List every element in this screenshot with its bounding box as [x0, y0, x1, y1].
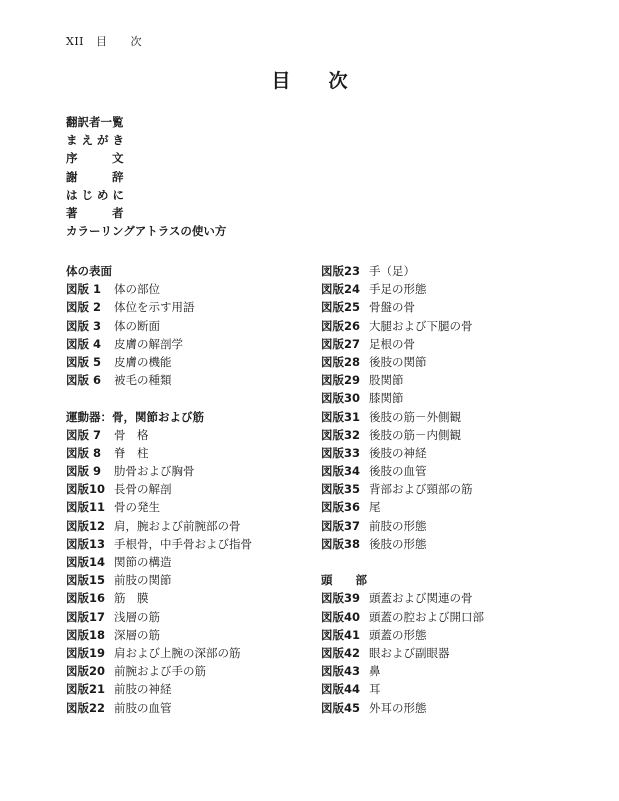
toc-entry[interactable] [66, 371, 252, 389]
toc-entry[interactable] [66, 298, 252, 316]
toc-entry[interactable] [321, 517, 484, 535]
toc-entry[interactable] [321, 298, 484, 316]
plate-number: 図版21 [66, 682, 106, 697]
plate-number: 図版44 [321, 682, 361, 697]
plate-number: 図版15 [66, 573, 106, 588]
plate-number: 図版22 [66, 700, 106, 715]
plate-title: 手根骨，中手骨および指骨 [114, 536, 252, 551]
running-head [66, 33, 142, 49]
plate-number: 図版 3 [66, 318, 102, 333]
plate-number: 図版40 [321, 609, 361, 624]
toc-entry[interactable] [66, 571, 252, 589]
plate-number: 図版20 [66, 664, 106, 679]
plate-number: 図版27 [321, 336, 361, 351]
plate-number: 図版42 [321, 645, 361, 660]
plate-number: 図版13 [66, 536, 106, 551]
plate-number: 図版 7 [66, 427, 102, 442]
plate-title: 股関節 [369, 373, 404, 388]
plate-title: 後肢の筋－内側観 [369, 427, 461, 442]
plate-number: 図版43 [321, 664, 361, 679]
toc-entry[interactable] [321, 644, 484, 662]
plate-number: 図版34 [321, 464, 361, 479]
toc-entry[interactable] [321, 444, 484, 462]
plate-title: 脊 柱 [114, 445, 149, 460]
plate-title: 後肢の関節 [369, 354, 427, 369]
plate-title: 鼻 [369, 664, 381, 679]
toc-entry[interactable] [66, 680, 252, 698]
plate-number: 図版 4 [66, 336, 102, 351]
plate-title: 肩，腕および前腕部の骨 [114, 518, 241, 533]
plate-number: 図版31 [321, 409, 361, 424]
plate-number: 図版28 [321, 354, 361, 369]
plate-number: 図版33 [321, 445, 361, 460]
page-number: XII [66, 35, 85, 48]
plate-title: 大腿および下腿の骨 [369, 318, 473, 333]
toc-entry[interactable] [66, 644, 252, 662]
toc-entry[interactable] [321, 680, 484, 698]
toc-entry[interactable] [321, 317, 484, 335]
toc-entry[interactable] [66, 517, 252, 535]
toc-entry[interactable] [66, 353, 252, 371]
toc-entry[interactable] [66, 462, 252, 480]
toc-entry[interactable] [321, 535, 484, 553]
plate-title: 前腕および手の筋 [114, 664, 206, 679]
toc-entry[interactable] [321, 262, 484, 280]
plate-title: 後肢の筋－外側観 [369, 409, 461, 424]
front-matter-item[interactable]: 翻訳者一覧 [66, 115, 124, 129]
running-head-text: 目 次 [96, 35, 143, 48]
plate-title: 骨盤の骨 [369, 300, 415, 315]
front-matter-item[interactable]: 序 文 [66, 151, 124, 166]
section-heading: 運動器：骨，関節および筋 [66, 409, 204, 424]
toc-entry[interactable] [66, 444, 252, 462]
toc-entry[interactable] [66, 553, 252, 571]
section-spacer [66, 389, 252, 407]
plate-title: 肩および上腕の深部の筋 [114, 645, 241, 660]
plate-title: 前肢の関節 [114, 573, 172, 588]
plate-title: 眼および副眼器 [369, 645, 450, 660]
plate-number: 図版14 [66, 555, 106, 569]
plate-number: 図版 9 [66, 464, 102, 479]
toc-entry[interactable] [66, 426, 252, 444]
toc-entry[interactable] [321, 408, 484, 426]
plate-number: 図版39 [321, 591, 361, 606]
plate-title: 肋骨および胸骨 [114, 464, 195, 479]
front-matter-item[interactable]: 著 者 [66, 205, 124, 220]
toc-entry[interactable] [66, 535, 252, 553]
plate-number: 図版10 [66, 482, 106, 497]
plate-number: 図版35 [321, 482, 361, 497]
plate-title: 長骨の解剖 [114, 482, 172, 497]
toc-entry[interactable] [66, 280, 252, 298]
plate-title: 体位を示す用語 [114, 300, 195, 315]
plate-title: 皮膚の機能 [114, 354, 172, 369]
toc-entry[interactable] [321, 462, 484, 480]
front-matter-item[interactable]: は じ め に [66, 187, 125, 202]
plate-number: 図版23 [321, 264, 361, 278]
plate-title: 骨 格 [114, 427, 149, 442]
toc-entry[interactable] [321, 280, 484, 298]
toc-entry[interactable] [321, 426, 484, 444]
plate-title: 深層の筋 [114, 627, 160, 642]
plate-number: 図版41 [321, 627, 361, 642]
toc-entry[interactable] [66, 589, 252, 607]
plate-number: 図版38 [321, 536, 361, 551]
plate-title: 頭蓋の腔および開口部 [369, 609, 484, 624]
toc-entry[interactable] [66, 480, 252, 498]
plate-number: 図版12 [66, 518, 106, 533]
plate-title: 体の部位 [114, 282, 160, 297]
toc-entry[interactable] [321, 389, 484, 407]
plate-title: 被毛の種類 [114, 373, 172, 388]
plate-title: 背部および頸部の筋 [369, 482, 473, 497]
plate-title: 後肢の血管 [369, 464, 427, 479]
plate-title: 前肢の形態 [369, 518, 427, 533]
front-matter-item[interactable]: ま え が き [66, 133, 125, 148]
plate-number: 図版 8 [66, 445, 102, 460]
toc-left-column [66, 262, 252, 717]
front-matter-item[interactable]: カラーリングアトラスの使い方 [66, 224, 227, 239]
plate-number: 図版25 [321, 300, 361, 315]
toc-entry[interactable] [66, 699, 252, 717]
plate-number: 図版 6 [66, 373, 102, 388]
plate-number: 図版17 [66, 609, 106, 624]
toc-entry[interactable] [321, 480, 484, 498]
toc-entry[interactable] [321, 699, 484, 717]
plate-number: 図版32 [321, 427, 361, 442]
plate-number: 図版18 [66, 627, 106, 642]
plate-number: 図版36 [321, 500, 361, 515]
plate-number: 図版11 [66, 500, 106, 515]
plate-title: 頭蓋および関連の骨 [369, 591, 473, 606]
toc-entry[interactable] [66, 662, 252, 680]
plate-number: 図版29 [321, 373, 361, 388]
section-spacer [321, 553, 484, 571]
plate-title: 膝関節 [369, 391, 404, 406]
plate-title: 尾 [369, 500, 381, 515]
plate-title: 前肢の血管 [114, 700, 172, 715]
plate-number: 図版45 [321, 700, 361, 715]
plate-number: 図版16 [66, 591, 106, 606]
plate-number: 図版30 [321, 391, 361, 406]
toc-entry[interactable] [66, 317, 252, 335]
plate-title: 手足の形態 [369, 282, 427, 297]
toc-entry[interactable] [321, 498, 484, 516]
section-heading: 体の表面 [66, 264, 112, 278]
front-matter-item[interactable]: 謝 辞 [66, 169, 124, 184]
toc-entry[interactable] [66, 335, 252, 353]
front-matter-list [66, 113, 226, 240]
plate-title: 頭蓋の形態 [369, 627, 427, 642]
plate-title: 後肢の形態 [369, 536, 427, 551]
toc-entry[interactable] [321, 626, 484, 644]
toc-entry[interactable] [321, 371, 484, 389]
plate-title: 耳 [369, 682, 381, 697]
plate-title: 浅層の筋 [114, 609, 160, 624]
toc-entry[interactable] [321, 335, 484, 353]
toc-right-column [321, 262, 484, 717]
plate-title: 関節の構造 [114, 555, 172, 569]
plate-title: 前肢の神経 [114, 682, 172, 697]
plate-number: 図版 1 [66, 282, 102, 297]
toc-entry[interactable] [321, 589, 484, 607]
toc-entry[interactable] [321, 662, 484, 680]
plate-number: 図版 2 [66, 300, 102, 315]
plate-title: 皮膚の解剖学 [114, 336, 183, 351]
toc-entry[interactable] [321, 353, 484, 371]
plate-title: 手（足） [369, 264, 415, 278]
plate-title: 足根の骨 [369, 336, 415, 351]
toc-entry[interactable] [321, 608, 484, 626]
plate-title: 体の断面 [114, 318, 160, 333]
toc-entry[interactable] [66, 608, 252, 626]
plate-number: 図版24 [321, 282, 361, 297]
plate-title: 筋 膜 [114, 591, 149, 606]
plate-title: 後肢の神経 [369, 445, 427, 460]
plate-title: 骨の発生 [114, 500, 160, 515]
page-title: 目 次 [271, 70, 348, 92]
section-heading: 頭 部 [321, 573, 367, 588]
plate-number: 図版19 [66, 645, 106, 660]
toc-entry[interactable] [66, 626, 252, 644]
plate-title: 外耳の形態 [369, 700, 427, 715]
plate-number: 図版 5 [66, 354, 102, 369]
toc-entry[interactable] [66, 498, 252, 516]
plate-number: 図版37 [321, 518, 361, 533]
plate-number: 図版26 [321, 318, 361, 333]
